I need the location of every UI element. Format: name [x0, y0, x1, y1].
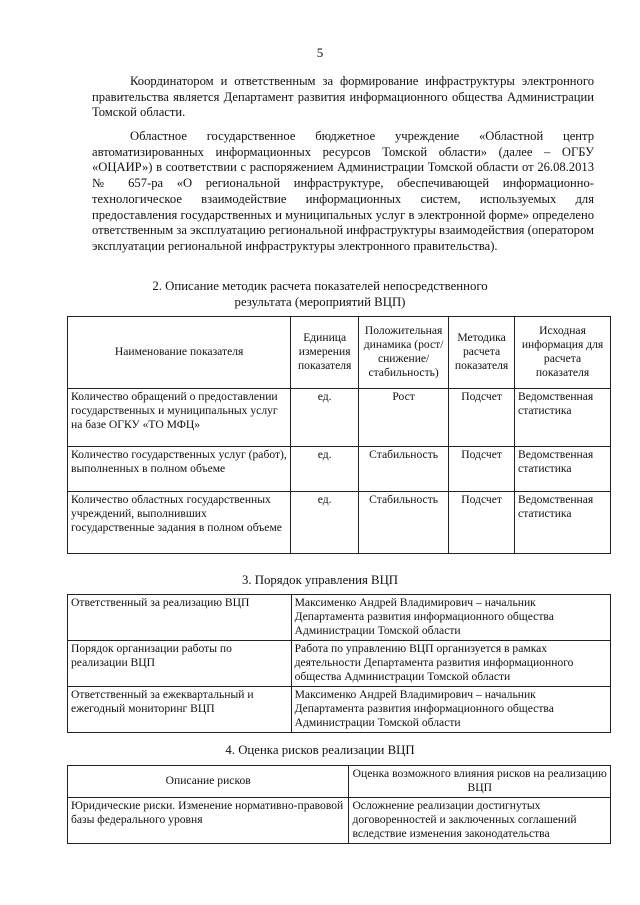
header-indicator-name: Наименование показателя [68, 317, 291, 389]
risk-description: Юридические риски. Изменение нормативно-правовой базы федерального уровня [68, 798, 349, 844]
paragraph-coordinator-text: Координатором и ответственным за формирование инфраструктуры электронного правительства является Департамент развития информационного общества Администрации Томской области. [92, 74, 594, 120]
indicator-method: Подсчет [449, 389, 515, 447]
indicator-dynamics: Стабильность [359, 492, 449, 554]
management-value: Максименко Андрей Владимирович – начальник Департамента развития информационного общества Администрации Томской области [291, 687, 610, 733]
header-method: Методика расчета показателя [449, 317, 515, 389]
indicator-unit: ед. [291, 492, 359, 554]
table-row [68, 447, 611, 492]
management-label: Порядок организации работы по реализации ВЦП [68, 641, 292, 687]
risks-header-row [68, 766, 611, 798]
table-row [68, 687, 611, 733]
indicator-method: Подсчет [449, 447, 515, 492]
indicator-method: Подсчет [449, 492, 515, 554]
management-label: Ответственный за ежеквартальный и ежегодный мониторинг ВЦП [68, 687, 292, 733]
indicator-name: Количество областных государственных учреждений, выполнивших государственные задания в полном объеме [68, 492, 291, 554]
section2-title [0, 279, 640, 310]
table-row [68, 492, 611, 554]
paragraph-coordinator [92, 74, 594, 121]
indicator-dynamics: Рост [359, 389, 449, 447]
table-row [68, 389, 611, 447]
indicator-unit: ед. [291, 447, 359, 492]
indicator-name: Количество обращений о предоставлении государственных и муниципальных услуг на базе ОГКУ «ТО МФЦ» [68, 389, 291, 447]
indicators-header-row [68, 317, 611, 389]
header-risk-impact: Оценка возможного влияния рисков на реализацию ВЦП [349, 766, 611, 798]
table-row [68, 595, 611, 641]
header-unit: Единица измерения показателя [291, 317, 359, 389]
risk-impact: Осложнение реализации достигнутых договоренностей и заключенных соглашений вследствие изменения законодательства [349, 798, 611, 844]
section4-title: 4. Оценка рисков реализации ВЦП [225, 743, 415, 757]
section3-title: 3. Порядок управления ВЦП [241, 573, 399, 587]
paragraph-ogbu [92, 129, 594, 255]
paragraph-ogbu-text: Областное государственное бюджетное учреждение «Областной центр автоматизированных информационных ресурсов Томской области» (далее – ОГБУ «ОЦАИР») в соответствии с распоряжением Администрации Томской области от 26.08.2013 № 657-ра «О региональной инфраструктуре, обеспечивающей информационно-технологическое взаимодействие информационных систем, используемых для предоставления государственных и муниципальных услуг в электронной форме» определено ответственным за эксплуатацию региональной инфраструктуры взаимодействия (оператором эксплуатации региональной инфраструктуры электронного правительства). [92, 129, 594, 253]
indicator-name: Количество государственных услуг (работ), выполненных в полном объеме [68, 447, 291, 492]
section2-title-line2: результата (мероприятий ВЦП) [234, 294, 406, 309]
risks-table [67, 765, 611, 844]
table-row [68, 641, 611, 687]
header-risk-description: Описание рисков [68, 766, 349, 798]
page-number: 5 [316, 45, 324, 60]
header-source: Исходная информация для расчета показателя [515, 317, 611, 389]
management-value: Максименко Андрей Владимирович – начальник Департамента развития информационного общества Администрации Томской области [291, 595, 610, 641]
header-dynamics: Положительная динамика (рост/ снижение/ стабильность) [359, 317, 449, 389]
indicator-source: Ведомственная статистика [515, 389, 611, 447]
indicator-source: Ведомственная статистика [515, 492, 611, 554]
indicator-unit: ед. [291, 389, 359, 447]
indicator-dynamics: Стабильность [359, 447, 449, 492]
table-row [68, 798, 611, 844]
management-label: Ответственный за реализацию ВЦП [68, 595, 292, 641]
section2-title-line1: 2. Описание методик расчета показателей непосредственного [152, 279, 488, 293]
management-table [67, 594, 611, 733]
management-value: Работа по управлению ВЦП организуется в рамках деятельности Департамента развития информационного общества Администрации Томской области [291, 641, 610, 687]
indicator-source: Ведомственная статистика [515, 447, 611, 492]
indicators-table [67, 316, 611, 554]
